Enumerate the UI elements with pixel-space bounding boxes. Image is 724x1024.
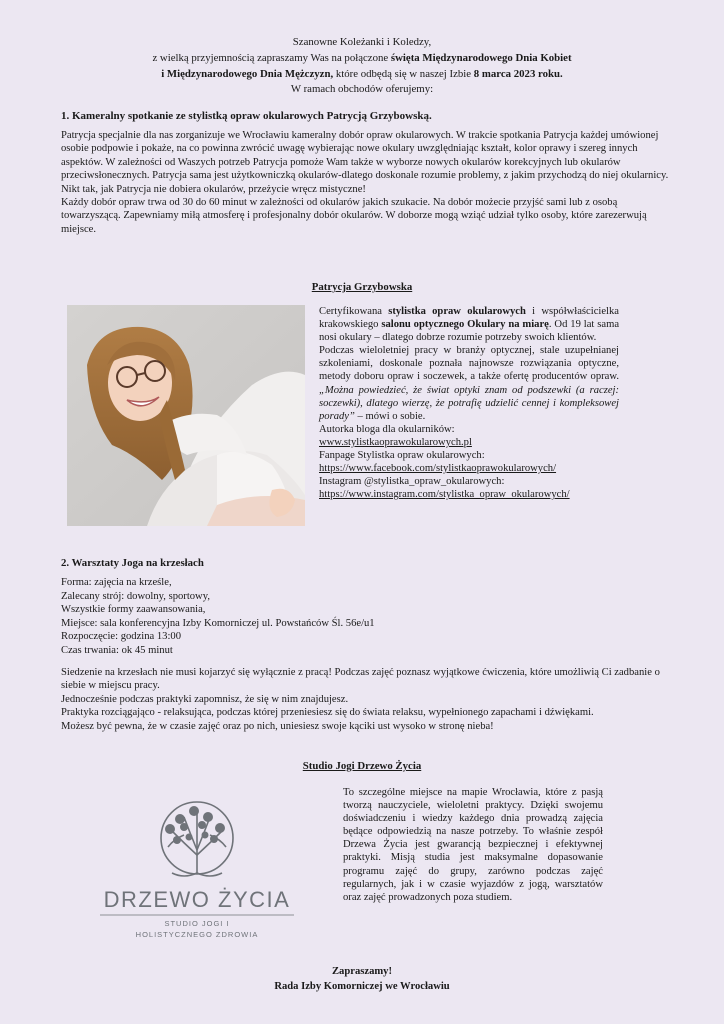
stylist-bio bbox=[319, 305, 619, 501]
blog-label: Autorka bloga dla okularników: bbox=[319, 423, 455, 435]
greeting: Szanowne Koleżanki i Koledzy, bbox=[292, 36, 432, 48]
bio-paragraph-2 bbox=[319, 344, 619, 423]
intro-bold-event: święta Międzynarodowego Dnia Kobiet bbox=[390, 51, 572, 64]
stylist-name-heading: Patrycja Grzybowska bbox=[311, 281, 413, 293]
logo-title: DRZEWO ŻYCIA bbox=[103, 887, 291, 912]
instagram-link[interactable]: https://www.instagram.com/stylistka_opraw_okularowych/ bbox=[319, 489, 570, 501]
list-item: Zalecany strój: dowolny, sportowy, bbox=[61, 590, 210, 602]
intro-bold-event-2: i Międzynarodowego Dnia Mężczyzn, bbox=[161, 67, 334, 80]
intro-text-2: które odbędą się w naszej Izbie bbox=[333, 67, 474, 80]
bio-quote: „Można powiedzieć, że świat optyki znam od podszewki (a raczej: soczewki), dlatego wierzę, że potrafię udzielić cennej i kompleksowej porady” bbox=[319, 384, 619, 422]
bio-text: . Od 19 lat sama nosi okulary – dlatego dobrze rozumie potrzeby swoich klientów. bbox=[319, 319, 620, 344]
list-item: Forma: zajęcia na krześle, bbox=[61, 577, 172, 588]
closing-invite: Zapraszamy! bbox=[331, 966, 393, 977]
section1-paragraph: Nikt tak, jak Patrycja nie dobiera okularów, przeżycie wręcz mistyczne! bbox=[61, 183, 366, 195]
section1-heading: 1. Kameralny spotkanie ze stylistką opraw okularowych Patrycją Grzybowską. bbox=[61, 110, 432, 122]
intro-line-4: W ramach obchodów oferujemy: bbox=[290, 83, 434, 96]
bio-text: i współwłaścicielka krakowskiego bbox=[319, 306, 619, 331]
studio-description bbox=[343, 786, 603, 904]
list-item: Wszystkie formy zaawansowania, bbox=[61, 604, 206, 616]
section2-body bbox=[61, 666, 673, 733]
fanpage-label: Fanpage Stylistka opraw okularowych: bbox=[319, 450, 485, 462]
bio-bold-salon: salonu optycznego Okulary na miarę bbox=[381, 319, 549, 331]
intro-text: z wielką przyjemnością zapraszamy Was na połączone bbox=[152, 51, 391, 64]
section2-heading: 2. Warsztaty Joga na krzesłach bbox=[61, 557, 204, 569]
section1-paragraph: Każdy dobór opraw trwa od 30 do 60 minut w zależności od okularów jakich szukacie. Na dobór możecie przyjść sami lub z osobą towarzyszącą. Zapewniamy miłą atmosferę i profesjonalny dobór okularów. W doborze mogą wziąć udział tylko osoby, które zarezerwują miejsce. bbox=[61, 197, 647, 235]
section2-paragraph: Siedzenie na krzesłach nie musi kojarzyć się wyłącznie z pracą! Podczas zajęć poznasz wyjątkowe ćwiczenia, które umożliwią Ci zadbanie o siebie w miejscu pracy. bbox=[61, 667, 660, 692]
logo-subtitle-2: HOLISTYCZNEGO ZDROWIA bbox=[135, 930, 259, 939]
intro-block bbox=[0, 35, 724, 98]
blog-link[interactable]: www.stylistkaoprawokularowych.pl bbox=[319, 436, 472, 448]
bio-bold: stylistka opraw okularowych bbox=[388, 306, 526, 317]
tree-of-life-icon bbox=[92, 795, 302, 945]
logo-subtitle-1: STUDIO JOGI I bbox=[164, 919, 230, 928]
studio-heading: Studio Jogi Drzewo Życia bbox=[302, 760, 422, 772]
studio-logo bbox=[92, 795, 302, 945]
section2-paragraph: Praktyka rozciągająco - relaksująca, podczas której przeniesiesz się do świata relaksu, wypełnionego zapachami i dźwiękami. bbox=[61, 707, 594, 719]
closing-signature: Rada Izby Komorniczej we Wrocławiu bbox=[274, 981, 450, 992]
section2-paragraph: Jednocześnie podczas praktyki zapomnisz, że się w nim znajdujesz. bbox=[61, 693, 349, 705]
closing-block bbox=[0, 964, 724, 994]
section1-body bbox=[61, 129, 671, 236]
instagram-label: Instagram @stylistka_opraw_okularowych: bbox=[319, 476, 505, 488]
bio-text: – mówi o sobie. bbox=[354, 410, 426, 422]
section1-paragraph: Patrycja specjalnie dla nas zorganizuje we Wrocławiu kameralny dobór opraw okularowych. W trakcie spotkania Patrycja każdej umówionej osobie podpowie i pokaże, na co powinna zwrócić uwagę wybierając nowe okulary uwzględniając kształt, kolor oprawy i szereg innych aspektów. W zależności od Waszych potrzeb Patrycja pomoże Wam także w wyborze nowych okularów korekcyjnych lub okularów przeciwsłonecznych. Patrycja sama jest użytkowniczką okularów-dlatego doskonale rozumie problemy, z jakim przychodzą do niej okularnicy. bbox=[61, 130, 669, 182]
list-item: Miejsce: sala konferencyjna Izby Komorniczej ul. Powstańców Śl. 56e/u1 bbox=[61, 617, 375, 629]
yoga-details-list bbox=[61, 576, 375, 658]
studio-paragraph: To szczególne miejsce na mapie Wrocławia, które z pasją tworzą nauczyciele, wieloletni praktycy. Dzięki swojemu doświadczeniu i wiedzy każdego dnia prowadzą zajęcia będące odpowiedzią na nasze potrzeby. To właśnie zespół Drzewa Życia jest gwarancją bezpiecznej i efektywnej praktyki. Misją studia jest maksymalne dopasowanie programu zajęć do grupy, zarówno podczas zajęć regularnych, jak i w czasie wyjazdów z jogą, warsztatów oraz zajęć prowadzonych poza studiem. bbox=[343, 787, 603, 903]
section2-paragraph: Możesz być pewna, że w czasie zajęć oraz po nich, uniesiesz swoje kąciki ust wysoko w stronę nieba! bbox=[61, 720, 494, 732]
bio-text: Certyfikowana bbox=[319, 306, 389, 317]
intro-line-3 bbox=[0, 67, 724, 83]
list-item: Rozpoczęcie: godzina 13:00 bbox=[61, 631, 182, 643]
bio-text: Podczas wieloletniej pracy w branży optycznej, stale uzupełnianej szkoleniami, doskonale poznała najnowsze rozwiązania optyczne, metody doboru opraw i soczewek, a także ofertę producentów opraw. bbox=[319, 345, 619, 383]
event-date: 8 marca 2023 roku. bbox=[473, 67, 563, 80]
bio-paragraph-1 bbox=[319, 305, 619, 344]
stylist-photo bbox=[67, 305, 305, 526]
intro-line-2 bbox=[0, 51, 724, 67]
list-item: Czas trwania: ok 45 minut bbox=[61, 644, 173, 656]
facebook-link[interactable]: https://www.facebook.com/stylistkaoprawokularowych/ bbox=[319, 463, 557, 475]
